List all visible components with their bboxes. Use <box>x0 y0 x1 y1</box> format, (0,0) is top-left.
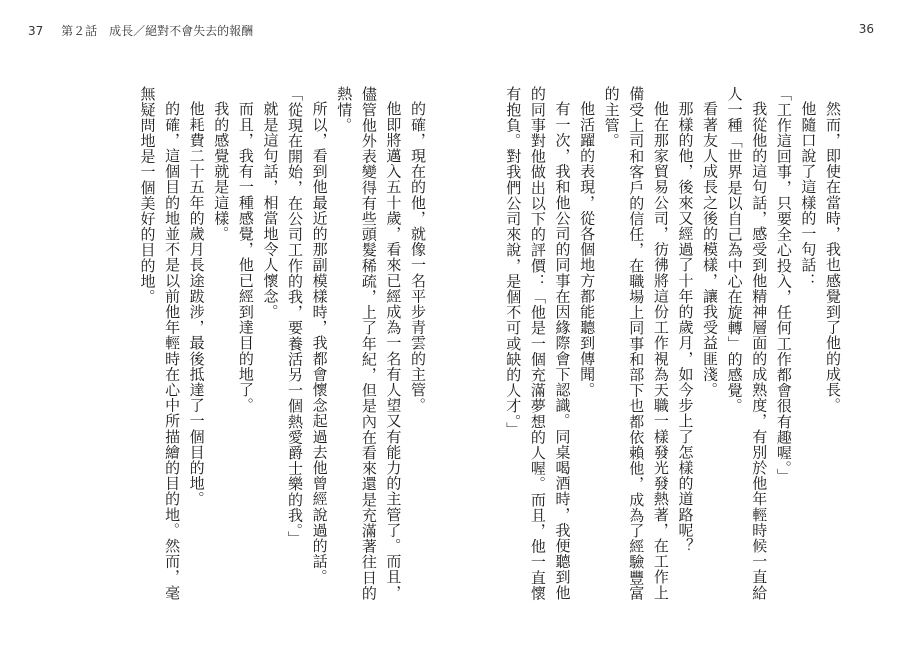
quoted-paragraph: 「從現在開始，在公司工作的我，要養活另一個熱愛爵士樂的我。」 <box>286 86 305 547</box>
right-page-body <box>504 86 845 606</box>
paragraph: 他耗費二十五年的歲月長途跋涉，最後抵達了一個目的地。 <box>187 101 206 507</box>
paragraph: 而且，我有一種感覺，他已經到達目的地了。 <box>236 101 255 413</box>
paragraph: 他在那家貿易公司，彷彿將這份工作視為天職一樣發光發熱著，在工作上備受上司和客戶的信任，在職場上同事和部下也都依賴他，成為了經驗豐富的主管。 <box>602 86 670 601</box>
paragraph: 有一次，我和他公司的同事在因緣際會下認識。同桌喝酒時，我便聽到他的同事對他做出以下的評價：「他是一個充滿夢想的人喔。而且，他一直懷有抱負。對我們公司來說，是個不可或缺的人才。」 <box>504 86 572 601</box>
paragraph: 的確，這個目的地並不是以前他年輕時在心中所描繪的目的地。然而，毫無疑問地是一個美好的目的地。 <box>138 86 182 601</box>
paragraph: 他隨口說了這樣的一句話： <box>799 101 818 289</box>
right-page-header <box>859 22 874 36</box>
paragraph: 他即將邁入五十歲，看來已經成為一名有人望又有能力的主管了。而且，儘管他外表變得有些頭髮稀疏，上了年紀，但是內在看來還是充滿著往日的熱情。 <box>335 86 403 601</box>
paragraph: 就是這句話，相當地令人懷念。 <box>261 101 280 320</box>
left-page-body <box>85 86 430 606</box>
page-gutter <box>450 0 451 661</box>
paragraph: 所以，看到他最近的那副模樣時，我都會懷念起過去他曾經說過的話。 <box>310 101 329 585</box>
paragraph: 的確，現在的他，就像一名平步青雲的主管。 <box>409 101 427 413</box>
left-page-number: 37 <box>28 24 44 38</box>
left-page-header <box>28 22 253 39</box>
paragraph: 那樣的他，後來又經過了十年的歲月，如今步上了怎樣的道路呢？ <box>676 101 695 554</box>
paragraph: 他活躍的表現，從各個地方都能聽到傳聞。 <box>578 101 597 398</box>
chapter-title: 第２話 成長／絕對不會失去的報酬 <box>61 24 254 38</box>
paragraph: 我的感覺就是這樣。 <box>212 101 231 242</box>
quoted-paragraph: 「工作這回事，只要全心投入，任何工作都會很有趣喔。」 <box>774 86 793 485</box>
paragraph: 我從他的這句話，感受到他精神層面的成熟度，有別於他年輕時候一直給人一種「世界是以自己為中心在旋轉」的感覺。 <box>725 86 769 601</box>
right-page-number: 36 <box>858 22 874 36</box>
paragraph: 看著友人成長之後的模樣，讓我受益匪淺。 <box>701 101 720 398</box>
paragraph: 然而，即使在當時，我也感覺到了他的成長。 <box>824 101 842 413</box>
